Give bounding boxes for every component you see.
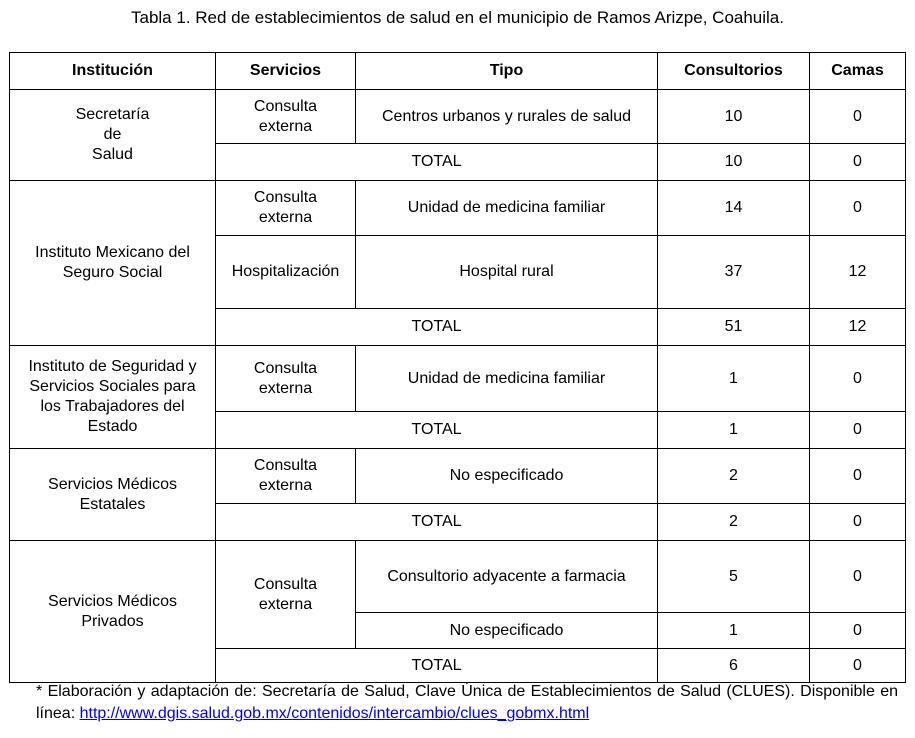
total-label: TOTAL (216, 309, 658, 346)
type-cell: Unidad de medicina familiar (356, 346, 658, 412)
camas-cell: 0 (810, 613, 906, 649)
table-row (10, 90, 906, 144)
total-camas: 0 (810, 412, 906, 449)
total-label: TOTAL (216, 649, 658, 683)
camas-cell: 0 (810, 90, 906, 144)
source-footnote (36, 681, 898, 725)
service-cell: Consulta externa (216, 346, 356, 412)
total-consultorios: 10 (658, 144, 810, 181)
consultorios-cell: 1 (658, 613, 810, 649)
type-cell: Consultorio adyacente a farmacia (356, 541, 658, 613)
consultorios-cell: 37 (658, 236, 810, 309)
camas-cell: 0 (810, 449, 906, 504)
table-row (10, 541, 906, 613)
institution-cell: Secretaría de Salud (10, 90, 216, 181)
header-servicios: Servicios (216, 53, 356, 90)
clues-link[interactable]: http://www.dgis.salud.gob.mx/contenidos/intercambio/clues_gobmx.html (79, 705, 590, 722)
consultorios-cell: 10 (658, 90, 810, 144)
total-camas: 12 (810, 309, 906, 346)
institution-cell: Instituto de Seguridad y Servicios Sociales para los Trabajadores del Estado (10, 346, 216, 449)
camas-cell: 0 (810, 541, 906, 613)
total-camas: 0 (810, 504, 906, 541)
header-row (10, 53, 906, 90)
type-cell: Hospital rural (356, 236, 658, 309)
consultorios-cell: 2 (658, 449, 810, 504)
camas-cell: 0 (810, 346, 906, 412)
institution-cell: Servicios Médicos Estatales (10, 449, 216, 541)
institution-cell: Servicios Médicos Privados (10, 541, 216, 683)
institution-cell: Instituto Mexicano del Seguro Social (10, 181, 216, 346)
consultorios-cell: 1 (658, 346, 810, 412)
footnote-text: * Elaboración y adaptación de: Secretaría de Salud, Clave Única de Establecimientos de Salud (CLUES). Disponible en línea: (36, 683, 898, 722)
header-institucion: Institución (10, 53, 216, 90)
consultorios-cell: 14 (658, 181, 810, 236)
header-consultorios: Consultorios (658, 53, 810, 90)
type-cell: No especificado (356, 613, 658, 649)
total-consultorios: 51 (658, 309, 810, 346)
table-row (10, 449, 906, 504)
total-camas: 0 (810, 144, 906, 181)
total-consultorios: 1 (658, 412, 810, 449)
table-row (10, 181, 906, 236)
table-caption: Tabla 1. Red de establecimientos de salud en el municipio de Ramos Arizpe, Coahuila. (131, 8, 784, 27)
service-cell: Hospitalización (216, 236, 356, 309)
total-label: TOTAL (216, 504, 658, 541)
service-cell: Consulta externa (216, 449, 356, 504)
health-establishments-table (9, 52, 906, 683)
type-cell: No especificado (356, 449, 658, 504)
camas-cell: 0 (810, 181, 906, 236)
header-camas: Camas (810, 53, 906, 90)
total-label: TOTAL (216, 144, 658, 181)
service-cell: Consulta externa (216, 181, 356, 236)
service-cell: Consulta externa (216, 90, 356, 144)
total-consultorios: 6 (658, 649, 810, 683)
service-cell: Consulta externa (216, 541, 356, 649)
consultorios-cell: 5 (658, 541, 810, 613)
type-cell: Unidad de medicina familiar (356, 181, 658, 236)
table-row (10, 346, 906, 412)
total-camas: 0 (810, 649, 906, 683)
total-consultorios: 2 (658, 504, 810, 541)
total-label: TOTAL (216, 412, 658, 449)
type-cell: Centros urbanos y rurales de salud (356, 90, 658, 144)
header-tipo: Tipo (356, 53, 658, 90)
camas-cell: 12 (810, 236, 906, 309)
